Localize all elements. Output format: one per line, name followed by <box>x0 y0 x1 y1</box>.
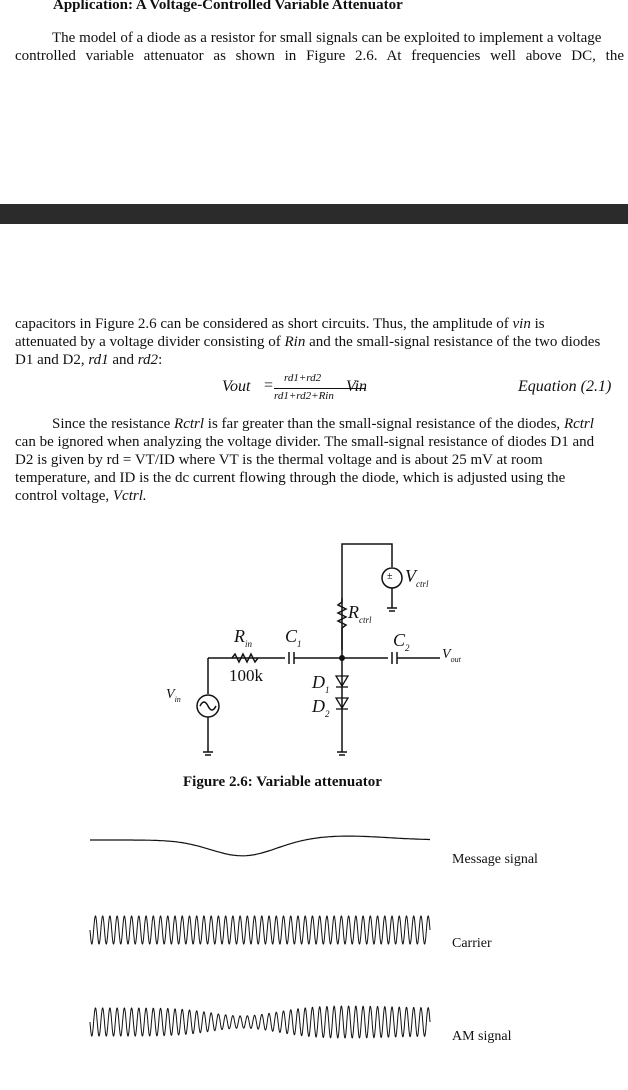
am-waveform <box>90 1006 430 1038</box>
label-rctrl: $R_{ctrl}$ <box>348 602 372 625</box>
message-waveform <box>90 836 430 856</box>
eq-lhs: Vout <box>222 378 251 395</box>
section-heading: Application: A Voltage-Controlled Variable Attenuator <box>53 0 403 13</box>
label-d2: $D_2$ <box>312 696 330 719</box>
para3-line2: can be ignored when analyzing the voltage divider. The small-signal resistance of diodes D1 and <box>15 434 595 450</box>
node-dot <box>339 655 345 661</box>
label-d1: $D_1$ <box>312 672 330 695</box>
carrier-waveform <box>90 916 430 944</box>
para2-line3: D1 and D2, rd1 and rd2: <box>15 352 163 368</box>
eq-equals: = <box>264 377 274 394</box>
eq-denominator: rd1+rd2+Rin <box>274 390 334 402</box>
para3-line1: Since the resistance Rctrl is far greater than the small-signal resistance of the diodes, Rctrl <box>52 416 594 432</box>
page-break-bar <box>0 204 628 224</box>
label-vout: $V_{out}$ <box>442 647 461 664</box>
para3-line4: temperature, and ID is the dc current flowing through the diode, which is adjusted using the <box>15 470 566 486</box>
label-message-signal: Message signal <box>452 852 538 867</box>
para2-line2: attenuated by a voltage divider consisting of Rin and the small-signal resistance of the two diodes <box>15 334 601 350</box>
para3-line3: D2 is given by rd = VT/ID where VT is the thermal voltage and is about 25 mV at room <box>15 452 543 468</box>
para1-line1: The model of a diode as a resistor for small signals can be exploited to implement a voltage <box>52 30 602 46</box>
label-vctrl: $V_{ctrl}$ <box>405 566 429 589</box>
label-vin: $V_{in}$ <box>166 687 181 704</box>
figure-caption: Figure 2.6: Variable attenuator <box>183 774 382 790</box>
vctrl-plus-minus: ± <box>387 571 393 582</box>
para3-line5: control voltage, Vctrl. <box>15 488 147 504</box>
vin-sine <box>200 702 216 710</box>
label-carrier: Carrier <box>452 936 492 951</box>
rctrl-resistor <box>338 598 346 658</box>
label-c2: $C_2$ <box>393 630 410 653</box>
equation-2-1 <box>222 372 392 412</box>
label-c1: $C_1$ <box>285 626 302 649</box>
label-rin-value: 100k <box>229 666 263 685</box>
attenuator-circuit <box>0 530 628 770</box>
wire-top-loop <box>342 544 392 650</box>
para2-line1: capacitors in Figure 2.6 can be considered as short circuits. Thus, the amplitude of vin is <box>15 316 545 332</box>
label-am-signal: AM signal <box>452 1029 512 1044</box>
equation-label: Equation (2.1) <box>518 378 612 395</box>
eq-rhs: Vin <box>346 378 368 395</box>
label-rin: $R_{in}$ <box>234 626 253 649</box>
para1-line2: controlled variable attenuator as shown in Figure 2.6. At frequencies well above DC, the <box>15 48 624 64</box>
eq-numerator: rd1+rd2 <box>284 372 322 384</box>
